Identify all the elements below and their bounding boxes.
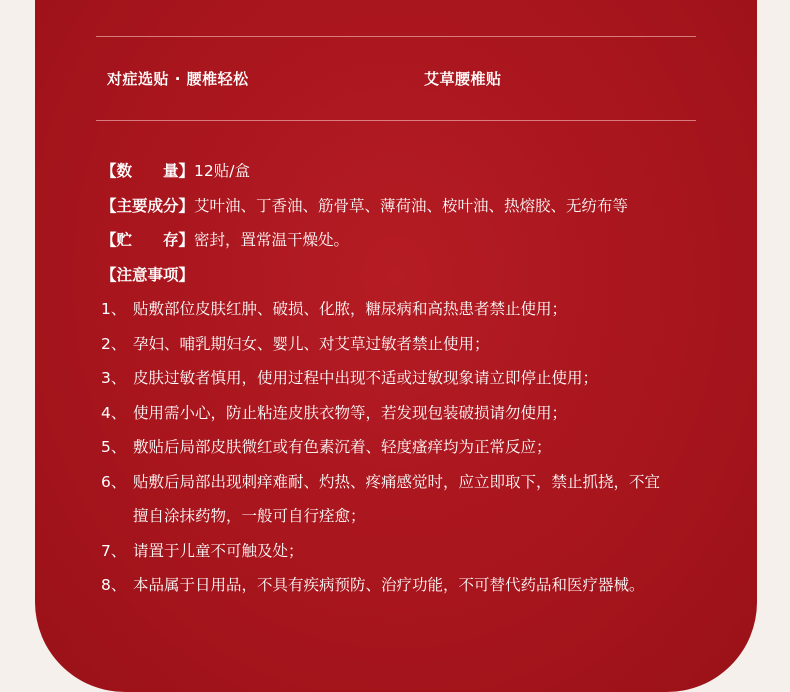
storage-row [101,223,721,258]
notes-title-row [101,258,721,293]
storage-label-b: 存 [163,231,179,249]
note-item [101,396,721,431]
top-divider [96,36,696,37]
notes-title: 【注意事项】 [101,265,195,284]
storage-value: 密封，置常温干燥处。 [194,231,350,249]
quantity-label-a: 数 [116,162,145,180]
ingredients-label: 【主要成分】 [101,196,195,215]
note-number: 8、 [101,576,127,594]
ingredients-value: 艾叶油、丁香油、筋骨草、薄荷油、桉叶油、热熔胶、无纺布等 [194,196,629,215]
storage-label-text [117,223,179,258]
storage-label-a: 贮 [116,231,145,249]
note-item [101,430,721,465]
product-name: 艾草腰椎贴 [424,70,502,88]
tagline-left: 对症选贴 · 腰椎轻松 [107,70,249,88]
note-text: 使用需小心，防止粘连皮肤衣物等，若发现包装破损请勿使用； [133,403,568,422]
bracket-open: 【 [101,231,117,249]
product-info-card [35,0,757,692]
note-number: 1、 [101,300,127,318]
note-item [101,568,721,603]
spec-section [101,154,721,603]
note-text: 本品属于日用品，不具有疾病预防、治疗功能，不可替代药品和医疗器械。 [133,576,645,594]
storage-label [101,223,194,258]
quantity-label-b: 量 [163,162,179,180]
note-number: 3、 [101,369,127,387]
note-number: 2、 [101,334,127,353]
quantity-row [101,154,721,189]
note-text: 皮肤过敏者慎用，使用过程中出现不适或过敏现象请立即停止使用； [133,369,599,387]
bracket-open: 【 [101,162,117,180]
quantity-label [101,154,194,189]
note-item [101,361,721,396]
note-item-continuation [101,499,721,534]
quantity-label-text [117,154,179,189]
note-text: 敷贴后局部皮肤微红或有色素沉着、轻度瘙痒均为正常反应； [133,438,552,456]
note-item [101,292,721,327]
note-text: 贴敷后局部出现刺痒难耐、灼热、疼痛感觉时，应立即取下，禁止抓挠，不宜 [133,472,661,491]
bracket-close: 】 [178,231,195,249]
bracket-close: 】 [178,162,195,180]
note-number: 5、 [101,438,127,456]
note-text: 擅自涂抹药物，一般可自行痊愈； [133,507,366,525]
quantity-value: 12贴/盒 [194,162,250,180]
note-item [101,534,721,569]
note-text: 贴敷部位皮肤红肿、破损、化脓，糖尿病和高热患者禁止使用； [133,300,568,318]
note-item [101,327,721,362]
note-number: 6、 [101,472,127,491]
bottom-divider [96,120,696,121]
note-text: 孕妇、哺乳期妇女、婴儿、对艾草过敏者禁止使用； [133,334,490,353]
note-number: 7、 [101,541,127,560]
note-text: 请置于儿童不可触及处； [133,541,304,560]
note-number: 4、 [101,403,127,422]
ingredients-row [101,189,721,224]
note-item [101,465,721,500]
